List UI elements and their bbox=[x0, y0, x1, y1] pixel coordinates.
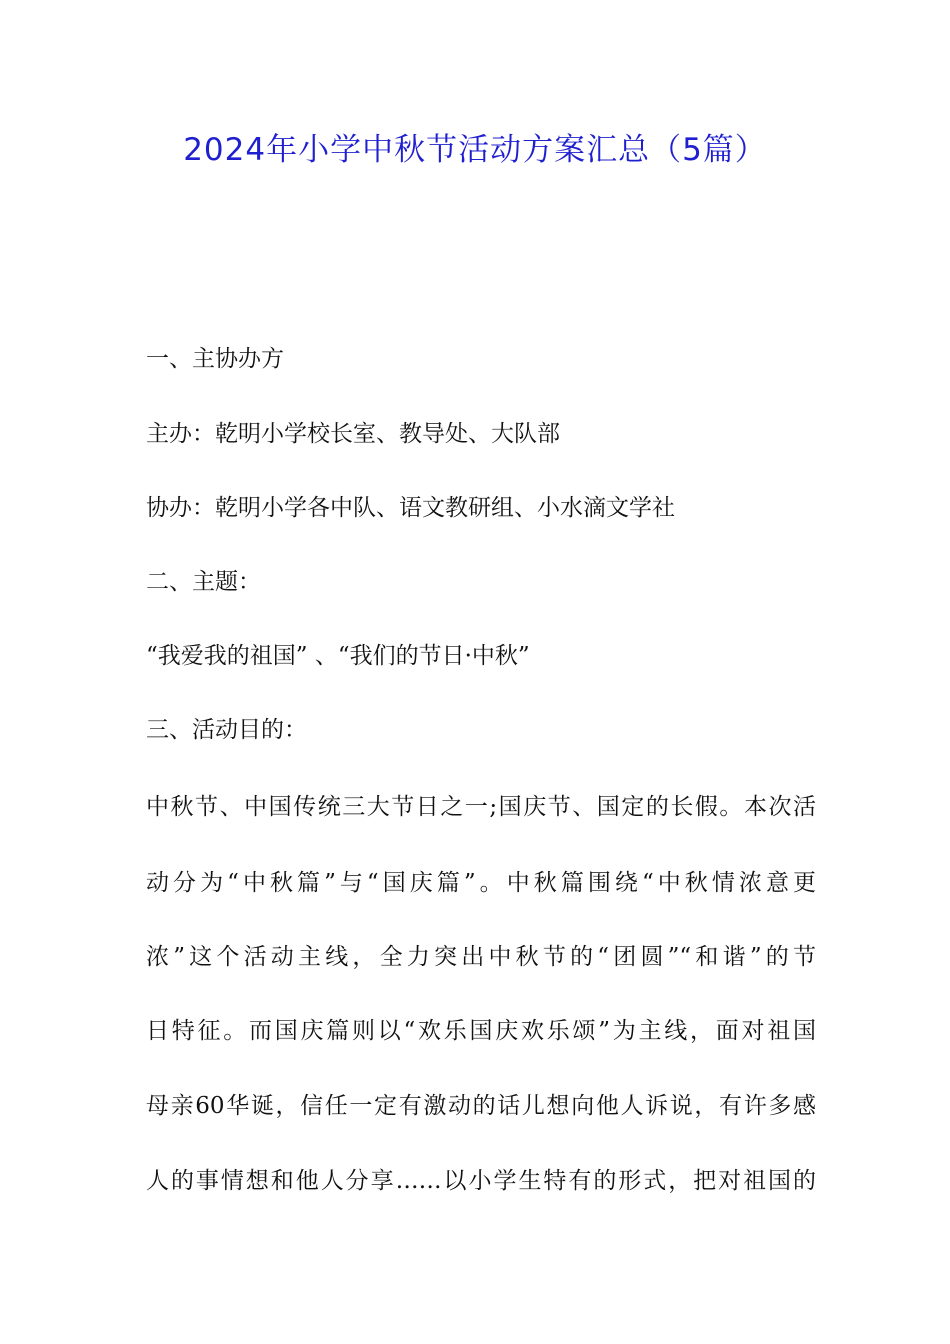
purpose-paragraph-line: 日特征。而国庆篇则以“欢乐国庆欢乐颂”为主线，面对祖国 bbox=[146, 1018, 816, 1044]
document-title: 2024年小学中秋节活动方案汇总（5篇） bbox=[183, 132, 767, 168]
cohost-line: 协办：乾明小学各中队、语文教研组、小水滴文学社 bbox=[146, 495, 675, 521]
purpose-paragraph-line: 母亲60华诞，信任一定有激动的话儿想向他人诉说，有许多感 bbox=[146, 1093, 816, 1119]
section-heading-purpose: 三、活动目的： bbox=[146, 717, 307, 743]
purpose-paragraph-line: 中秋节、中国传统三大节日之一;国庆节、国定的长假。本次活 bbox=[146, 794, 816, 820]
theme-line: “我爱我的祖国” 、“我们的节日·中秋” bbox=[146, 643, 530, 669]
section-heading-host: 一、主协办方 bbox=[146, 346, 284, 372]
host-line: 主办：乾明小学校长室、教导处、大队部 bbox=[146, 421, 560, 447]
purpose-paragraph-line: 动分为“中秋篇”与“国庆篇”。中秋篇围绕“中秋情浓意更 bbox=[146, 870, 816, 896]
purpose-paragraph-line: 人的事情想和他人分享……以小学生特有的形式，把对祖国的 bbox=[146, 1168, 816, 1194]
section-heading-theme: 二、主题： bbox=[146, 569, 261, 595]
purpose-paragraph-line: 浓”这个活动主线，全力突出中秋节的“团圆”“和谐”的节 bbox=[146, 944, 816, 970]
